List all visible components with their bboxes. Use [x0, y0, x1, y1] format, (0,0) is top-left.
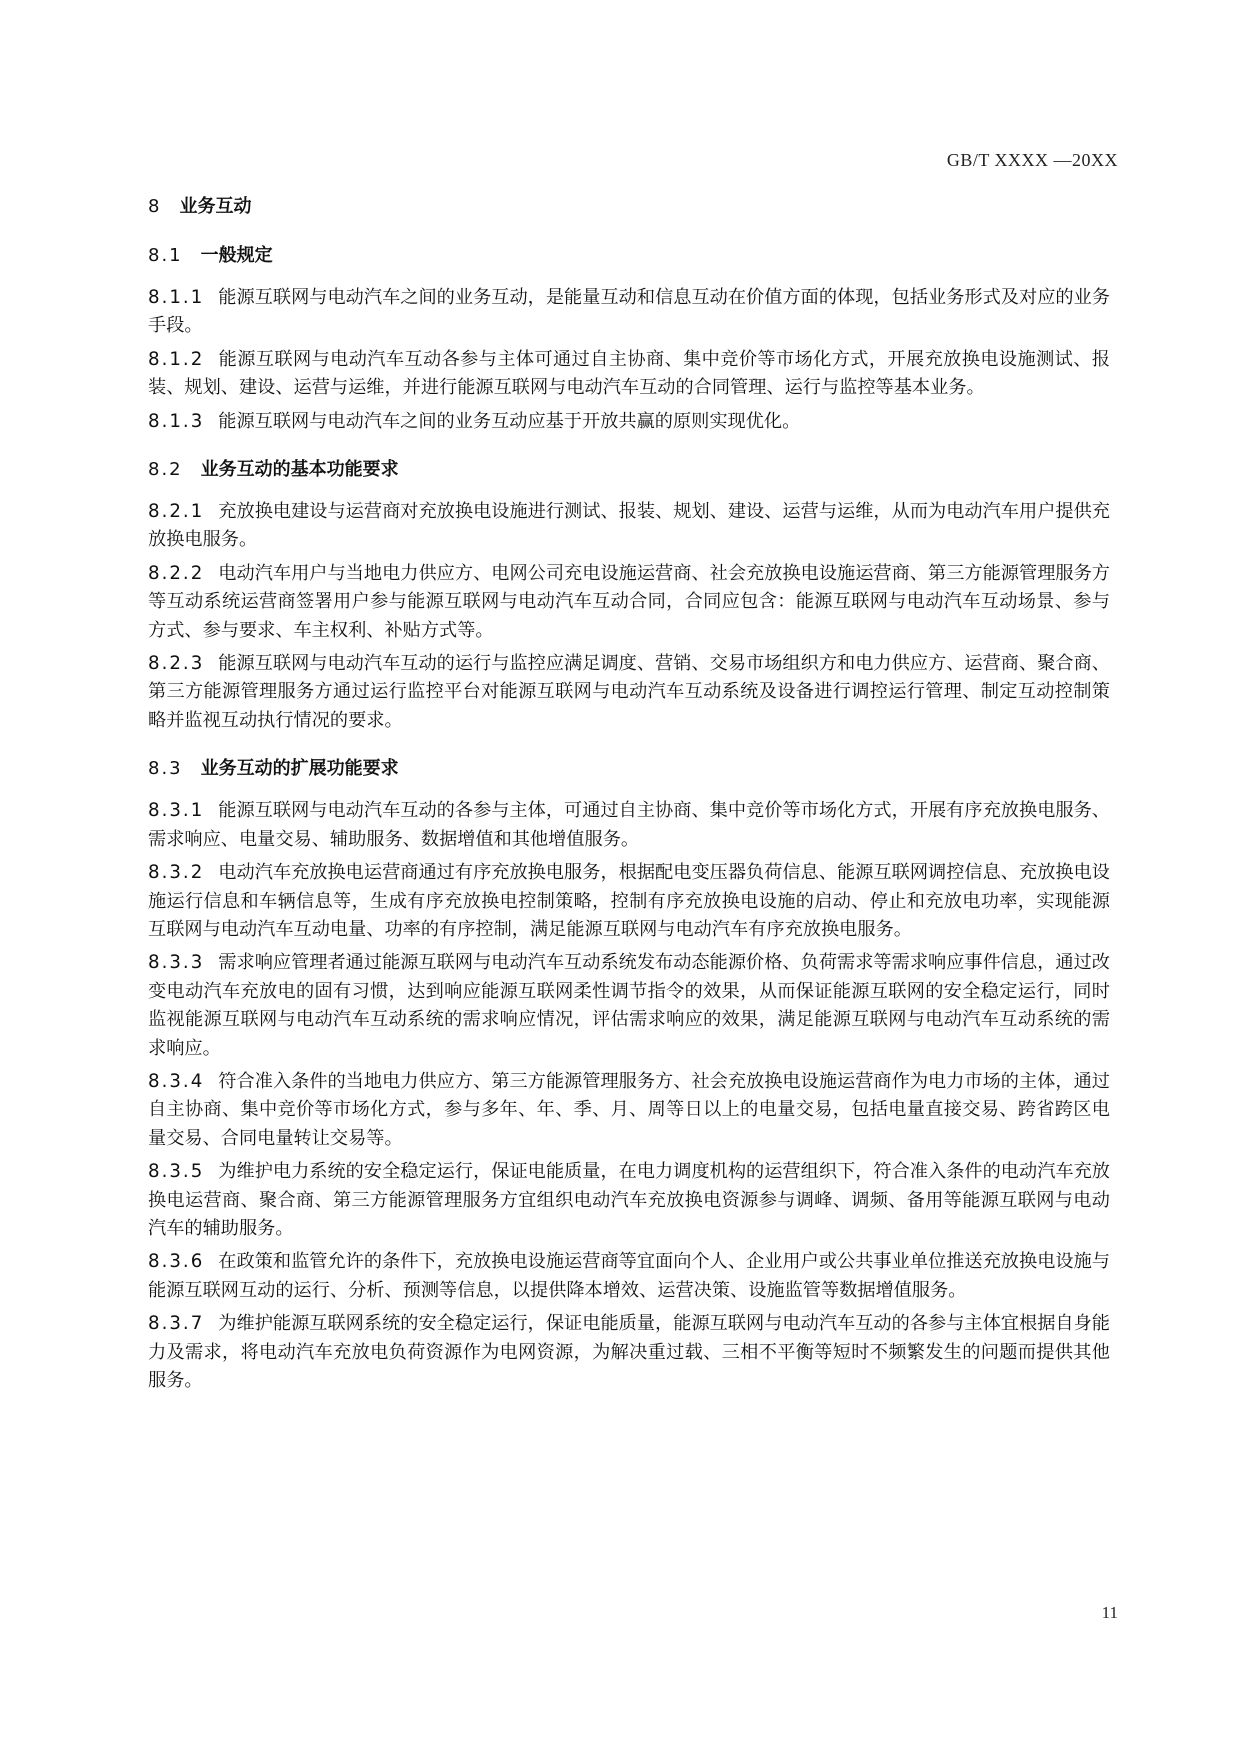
section-number: 8.3 — [148, 758, 183, 780]
clause-text: 能源互联网与电动汽车之间的业务互动，是能量互动和信息互动在价值方面的体现，包括业务形式及对应的业务手段。 — [148, 287, 1110, 337]
section-title: 业务互动的基本功能要求 — [200, 459, 399, 481]
clause-number: 8.3.1 — [148, 800, 205, 822]
clause — [148, 284, 1110, 341]
chapter-number: 8 — [148, 196, 162, 217]
clause-number: 8.1.2 — [148, 348, 205, 370]
clause — [148, 346, 1110, 403]
section-title: 一般规定 — [200, 245, 273, 266]
clause — [148, 408, 1110, 436]
clause — [148, 1248, 1110, 1305]
section-number: 8.1 — [148, 245, 183, 266]
clause — [148, 949, 1110, 1063]
clause-text: 电动汽车用户与当地电力供应方、电网公司充电设施运营商、社会充放换电设施运营商、第三方能源管理服务方等互动系统运营商签署用户参与能源互联网与电动汽车互动合同，合同应包含：能源互联网与电动汽车互动场景、参与方式、参与要求、车主权利、补贴方式等。 — [148, 562, 1110, 641]
clause — [148, 1310, 1110, 1395]
clause-text: 能源互联网与电动汽车互动各参与主体可通过自主协商、集中竞价等市场化方式，开展充放换电设施测试、报装、规划、建设、运营与运维，并进行能源互联网与电动汽车互动的合同管理、运行与监控等基本业务。 — [148, 348, 1110, 399]
section-title: 业务互动的扩展功能要求 — [200, 758, 399, 780]
clause-number: 8.3.6 — [148, 1251, 205, 1273]
document-code: GB/T XXXX —20XX — [946, 150, 1118, 170]
clause-text: 为维护能源互联网系统的安全稳定运行，保证电能质量，能源互联网与电动汽车互动的各参与主体宜根据自身能力及需求，将电动汽车充放电负荷资源作为电网资源，为解决重过载、三相不平衡等短时不频繁发生的问题而提供其他服务。 — [148, 1313, 1110, 1391]
clause-text: 充放换电建设与运营商对充放换电设施进行测试、报装、规划、建设、运营与运维，从而为电动汽车用户提供充放换电服务。 — [148, 501, 1110, 551]
clause-text: 能源互联网与电动汽车互动的各参与主体，可通过自主协商、集中竞价等市场化方式，开展有序充放换电服务、需求响应、电量交易、辅助服务、数据增值和其他增值服务。 — [148, 800, 1110, 850]
clause-number: 8.1.1 — [148, 287, 205, 308]
chapter-title: 业务互动 — [179, 196, 252, 217]
clause-text: 能源互联网与电动汽车之间的业务互动应基于开放共赢的原则实现优化。 — [218, 410, 801, 432]
section-heading — [148, 242, 1110, 270]
page-number: 11 — [1101, 1603, 1118, 1622]
section-heading — [148, 755, 1110, 783]
clause-text: 在政策和监管允许的条件下，充放换电设施运营商等宜面向个人、企业用户或公共事业单位推送充放换电设施与能源互联网互动的运行、分析、预测等信息，以提供降本增效、运营决策、设施监管等数据增值服务。 — [148, 1251, 1110, 1301]
clause-text: 能源互联网与电动汽车互动的运行与监控应满足调度、营销、交易市场组织方和电力供应方、运营商、聚合商、第三方能源管理服务方通过运行监控平台对能源互联网与电动汽车互动系统及设备进行调控运行管理、制定互动控制策略并监视互动执行情况的要求。 — [148, 653, 1110, 731]
clause — [148, 650, 1110, 735]
clause-text: 为维护电力系统的安全稳定运行，保证电能质量，在电力调度机构的运营组织下，符合准入条件的电动汽车充放换电运营商、聚合商、第三方能源管理服务方宜组织电动汽车充放换电资源参与调峰、调频、备用等能源互联网与电动汽车的辅助服务。 — [148, 1161, 1110, 1239]
clause — [148, 560, 1110, 645]
clause-number: 8.1.3 — [148, 410, 205, 432]
clause-number: 8.3.7 — [148, 1313, 205, 1335]
clause-text: 需求响应管理者通过能源互联网与电动汽车互动系统发布动态能源价格、负荷需求等需求响应事件信息，通过改变电动汽车充放电的固有习惯，达到响应能源互联网柔性调节指令的效果，从而保证能源互联网的安全稳定运行，同时监视能源互联网与电动汽车互动系统的需求响应情况，评估需求响应的效果，满足能源互联网与电动汽车互动系统的需求响应。 — [148, 952, 1110, 1059]
section-number: 8.2 — [148, 459, 183, 481]
clause-text: 电动汽车充放换电运营商通过有序充放换电服务，根据配电变压器负荷信息、能源互联网调控信息、充放换电设施运行信息和车辆信息等，生成有序充放换电控制策略，控制有序充放换电设施的启动、停止和充放电功率，实现能源互联网与电动汽车互动电量、功率的有序控制，满足能源互联网与电动汽车有序充放换电服务。 — [148, 862, 1110, 940]
section-heading — [148, 456, 1110, 484]
clause — [148, 859, 1110, 944]
clause — [148, 498, 1110, 555]
clause-number: 8.2.2 — [148, 562, 205, 584]
clause-text: 符合准入条件的当地电力供应方、第三方能源管理服务方、社会充放换电设施运营商作为电力市场的主体，通过自主协商、集中竞价等市场化方式，参与多年、年、季、月、周等日以上的电量交易，包括电量直接交易、跨省跨区电量交易、合同电量转让交易等。 — [148, 1070, 1110, 1149]
clause-number: 8.3.3 — [148, 952, 205, 974]
clause — [148, 797, 1110, 854]
clause-number: 8.2.3 — [148, 653, 205, 675]
clause — [148, 1158, 1110, 1243]
clause — [148, 1068, 1110, 1153]
clause-number: 8.2.1 — [148, 501, 205, 523]
clause-number: 8.3.5 — [148, 1161, 205, 1183]
chapter-heading — [148, 192, 1110, 222]
clause-number: 8.3.2 — [148, 862, 205, 884]
clause-number: 8.3.4 — [148, 1070, 205, 1092]
document-body — [148, 192, 1110, 1400]
